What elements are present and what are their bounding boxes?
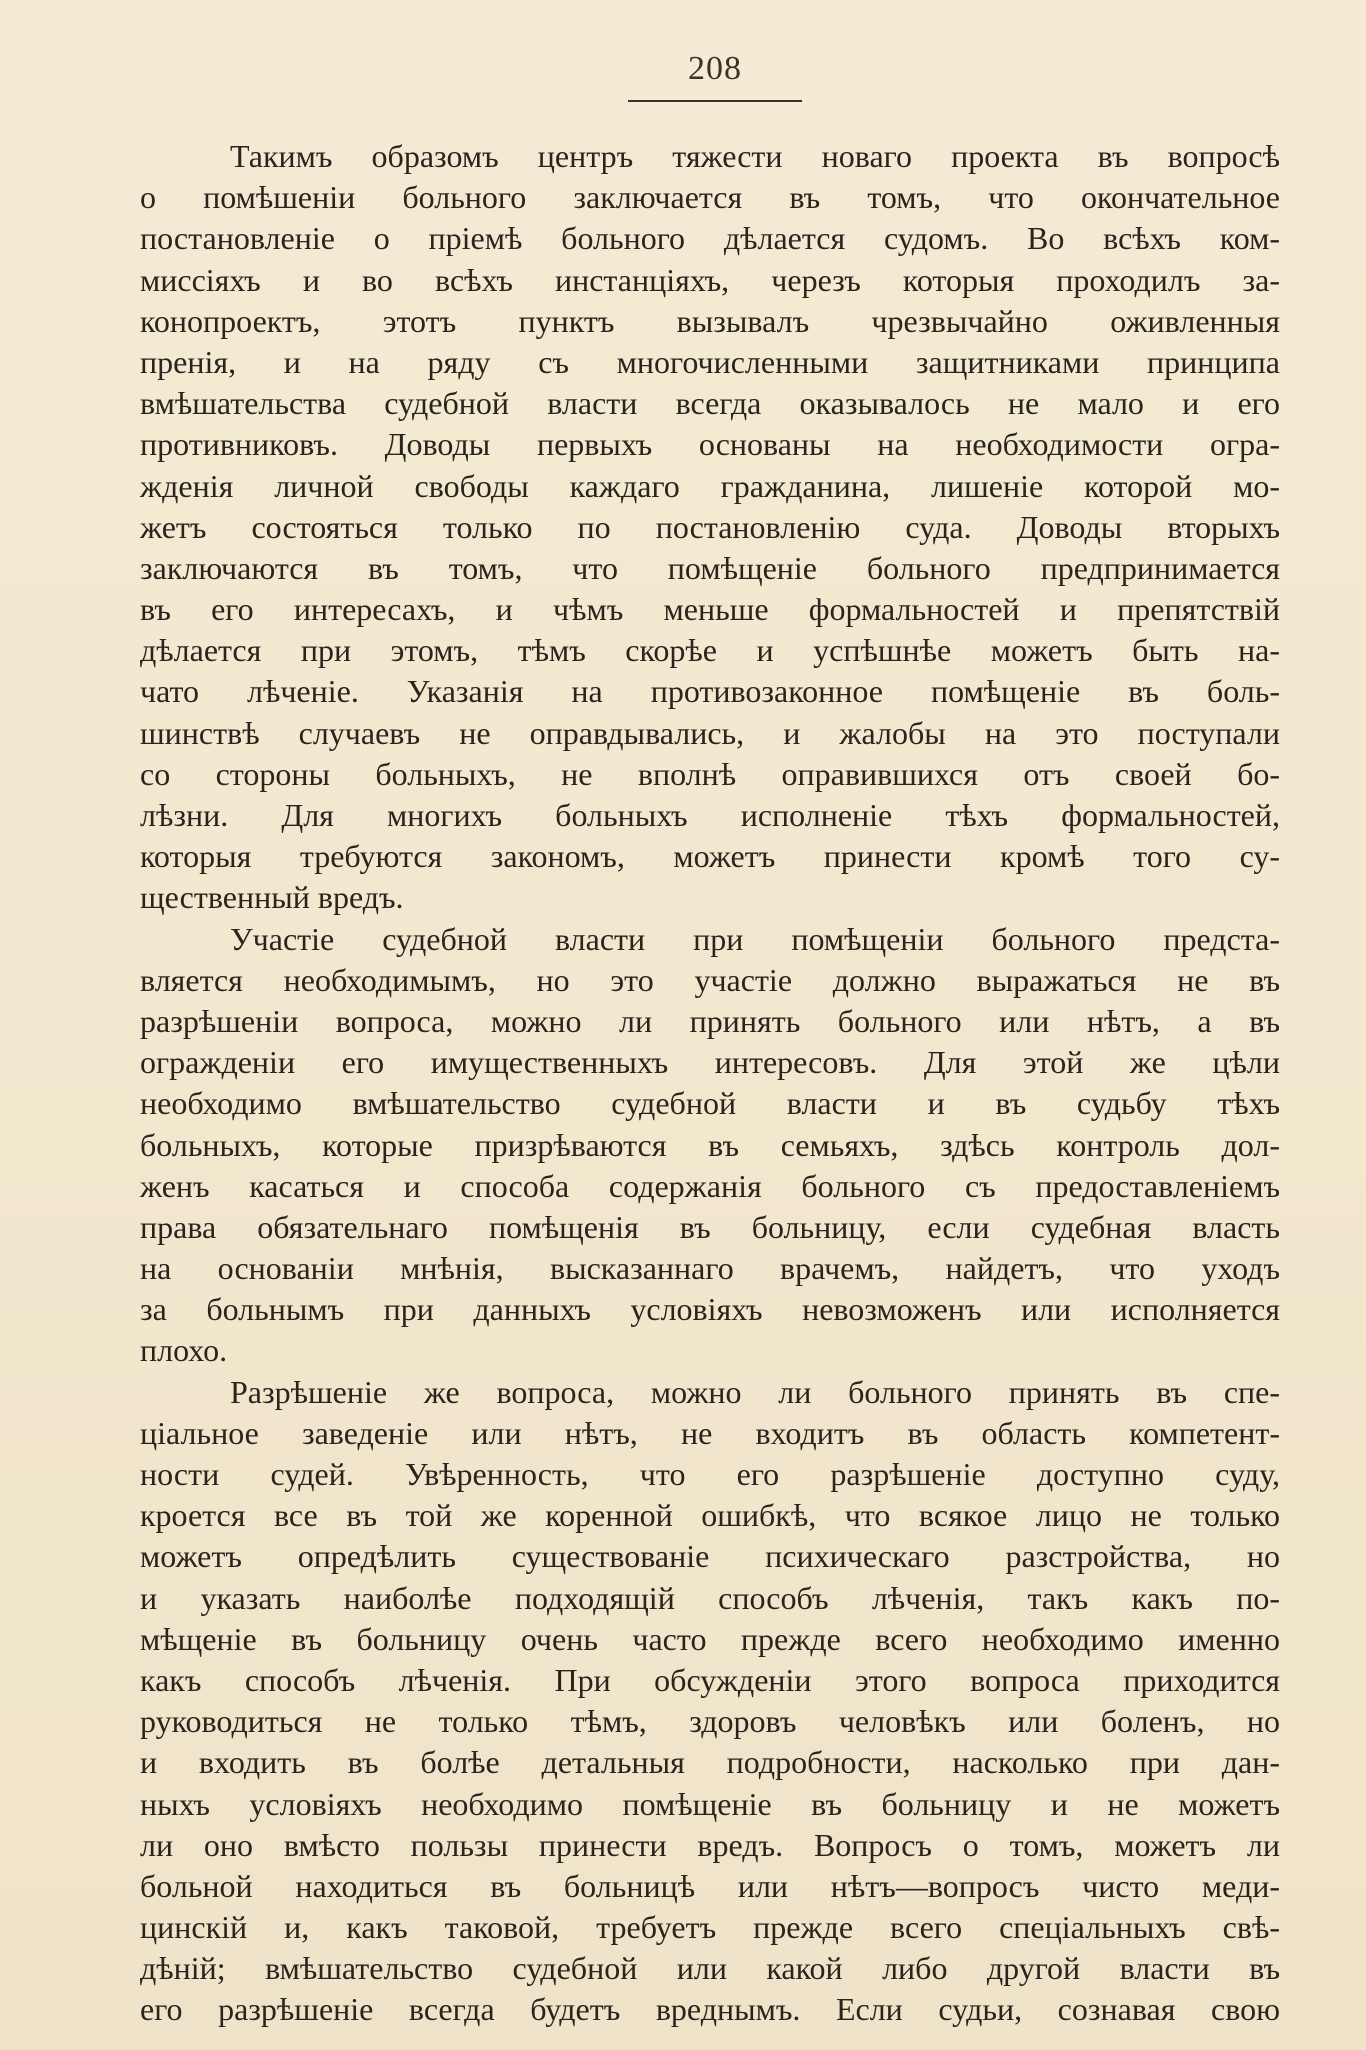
text-line: шинствѣ случаевъ не оправдывались, и жалобы на это поступали (140, 714, 1280, 751)
text-line: жденія личной свободы каждаго гражданина, лишеніе которой мо- (140, 467, 1280, 504)
text-line: щественный вредъ. (140, 879, 404, 916)
body-text (140, 136, 1280, 2031)
text-line: въ его интересахъ, и чѣмъ меньше формальностей и препятствій (140, 591, 1280, 628)
text-line: дѣлается при этомъ, тѣмъ скорѣе и успѣшнѣе можетъ быть на- (140, 632, 1280, 669)
text-line: руководиться не только тѣмъ, здоровъ человѣкъ или боленъ, но (140, 1703, 1280, 1740)
text-line: разрѣшеніи вопроса, можно ли принять больного или нѣтъ, а въ (140, 1002, 1280, 1039)
text-line: конопроектъ, этотъ пунктъ вызывалъ чрезвычайно оживленныя (140, 302, 1280, 339)
text-line: больныхъ, которые призрѣваются въ семьяхъ, здѣсь контроль дол- (140, 1126, 1280, 1163)
text-line: ности судей. Увѣренность, что его разрѣшеніе доступно суду, (140, 1456, 1280, 1492)
text-line: ныхъ условіяхъ необходимо помѣщеніе въ больницу и не можетъ (140, 1785, 1280, 1822)
text-line: за больнымъ при данныхъ условіяхъ невозможенъ или исполняется (140, 1291, 1280, 1328)
text-line: и указать наиболѣе подходящій способъ лѣченія, такъ какъ по- (140, 1579, 1280, 1616)
header-rule (628, 100, 802, 102)
text-line: на основаніи мнѣнія, высказаннаго врачемъ, найдетъ, что уходъ (140, 1250, 1280, 1287)
text-line: можетъ опредѣлить существованіе психическаго разстройства, но (140, 1538, 1280, 1575)
text-line: вляется необходимымъ, но это участіе должно выражаться не въ (140, 961, 1280, 998)
text-line: женъ касаться и способа содержанія больного съ предоставленіемъ (140, 1167, 1280, 1204)
text-line: огражденіи его имущественныхъ интересовъ. Для этой же цѣли (140, 1044, 1280, 1081)
text-line: ціальное заведеніе или нѣтъ, не входитъ въ область компетент- (140, 1414, 1280, 1451)
text-line: права обязательнаго помѣщенія въ больницу, если судебная власть (140, 1208, 1280, 1245)
text-line: миссіяхъ и во всѣхъ инстанціяхъ, черезъ которыя проходилъ за- (140, 261, 1280, 298)
text-line: заключаются въ томъ, что помѣщеніе больного предпринимается (140, 549, 1280, 586)
text-line: чато лѣченіе. Указанія на противозаконное помѣщеніе въ боль- (140, 673, 1280, 710)
text-line: противниковъ. Доводы первыхъ основаны на необходимости огра- (140, 426, 1280, 463)
text-line: постановленіе о пріемѣ больного дѣлается судомъ. Во всѣхъ ком- (140, 220, 1280, 257)
text-line: кроется все въ той же коренной ошибкѣ, что всякое лицо не только (140, 1497, 1280, 1534)
text-line: необходимо вмѣшательство судебной власти и въ судьбу тѣхъ (140, 1085, 1280, 1122)
text-line: ли оно вмѣсто пользы принести вредъ. Вопросъ о томъ, можетъ ли (140, 1826, 1280, 1863)
text-line: со стороны больныхъ, не вполнѣ оправившихся отъ своей бо- (140, 755, 1280, 792)
text-line: больной находиться въ больницѣ или нѣтъ—вопросъ чисто меди- (140, 1867, 1280, 1904)
text-line: плохо. (140, 1332, 228, 1369)
text-line: Участіе судебной власти при помѣщеніи больного предста- (230, 920, 1280, 957)
text-line: Разрѣшеніе же вопроса, можно ли больного принять въ спе- (230, 1373, 1280, 1410)
text-line: цинскій и, какъ таковой, требуетъ прежде всего спеціальныхъ свѣ- (140, 1909, 1280, 1946)
text-line: которыя требуются закономъ, можетъ принести кромѣ того су- (140, 838, 1280, 875)
text-line: жетъ состояться только по постановленію суда. Доводы вторыхъ (140, 508, 1280, 545)
page-number: 208 (688, 50, 742, 87)
text-line: лѣзни. Для многихъ больныхъ исполненіе тѣхъ формальностей, (140, 797, 1280, 833)
text-line: дѣній; вмѣшательство судебной или какой либо другой власти въ (140, 1950, 1280, 1987)
text-line: о помѣшеніи больного заключается въ томъ, что окончательное (140, 179, 1280, 216)
text-line: мѣщеніе въ больницу очень часто прежде всего необходимо именно (140, 1620, 1280, 1657)
text-line: вмѣшательства судебной власти всегда оказывалось не мало и его (140, 385, 1280, 422)
text-line: Такимъ образомъ центръ тяжести новаго проекта въ вопросѣ (230, 138, 1280, 174)
text-line: и входить въ болѣе детальныя подробности, насколько при дан- (140, 1744, 1280, 1781)
text-line: пренія, и на ряду съ многочисленными защитниками принципа (140, 343, 1280, 380)
text-line: какъ способъ лѣченія. При обсужденіи этого вопроса приходится (140, 1661, 1280, 1698)
text-line: его разрѣшеніе всегда будетъ вреднымъ. Если судьи, сознавая свою (140, 1991, 1280, 2028)
